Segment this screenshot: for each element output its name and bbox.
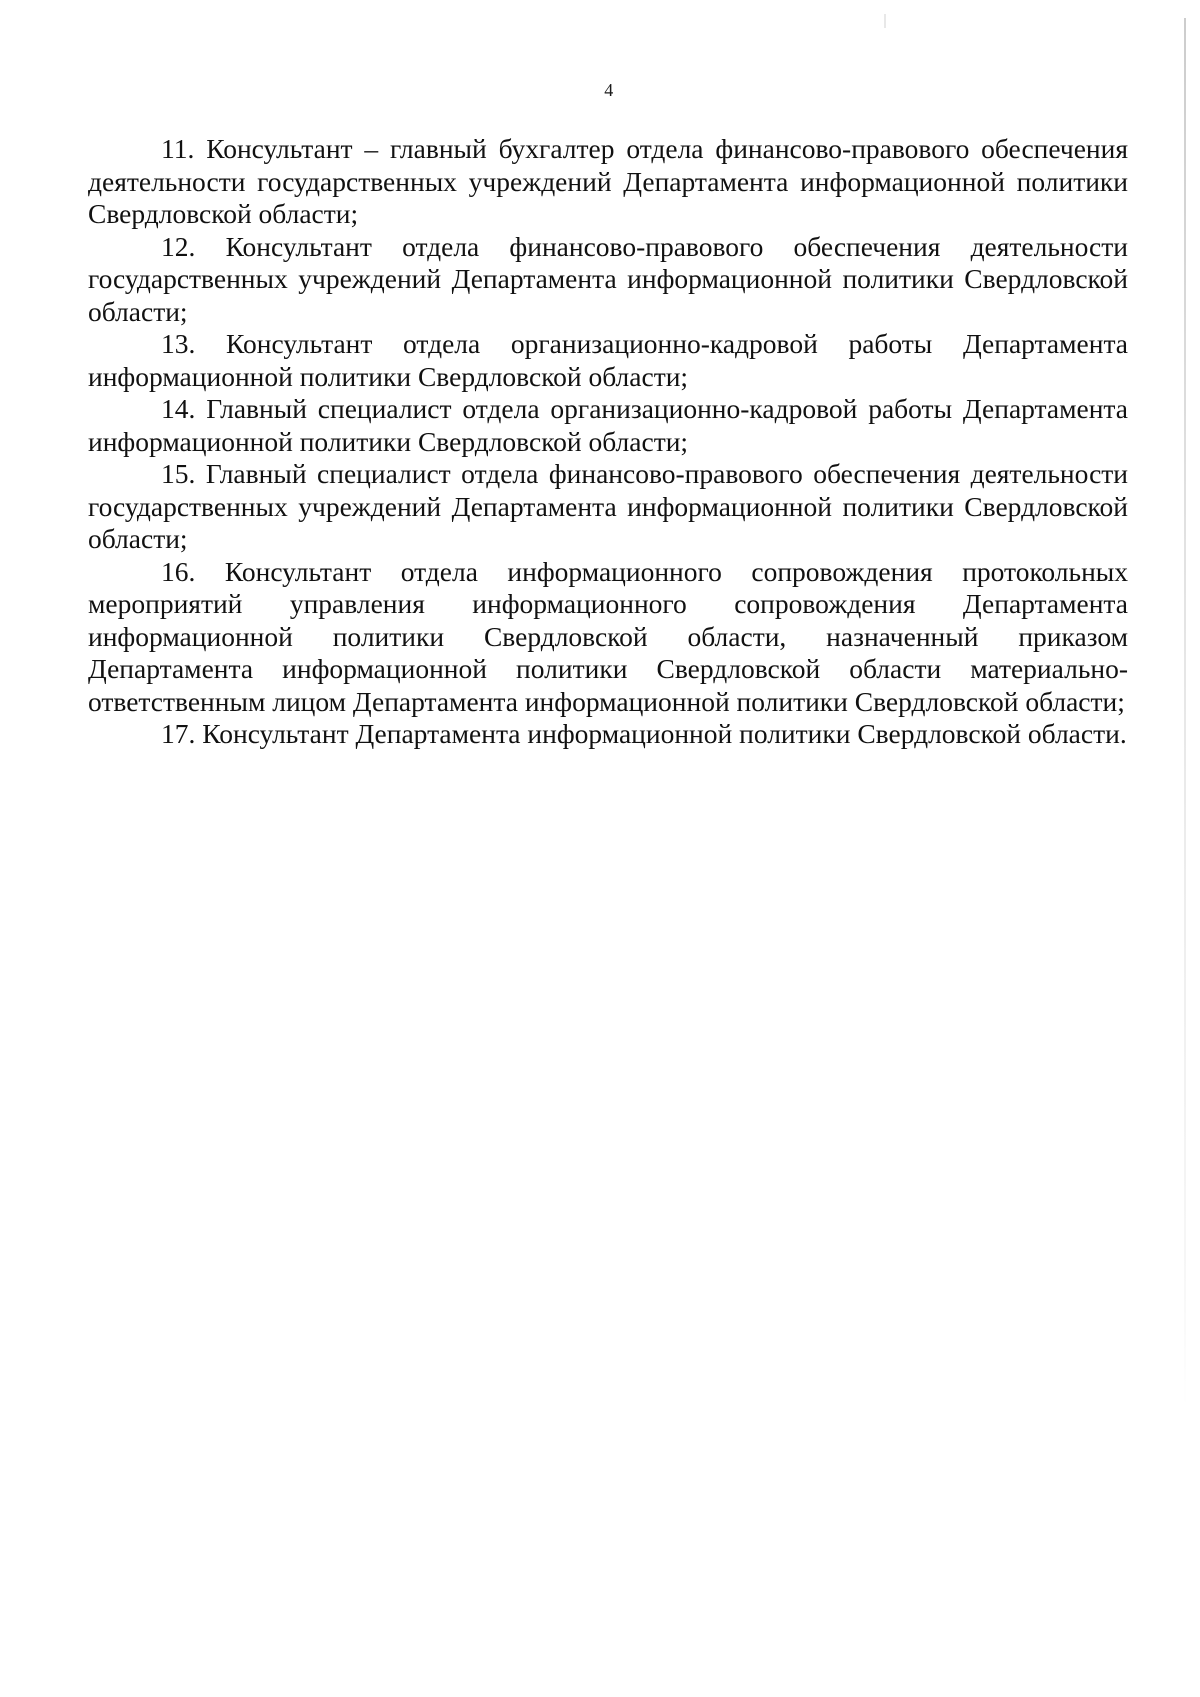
item-number: 15. [161,458,196,489]
scan-edge-shadow [1184,18,1186,1408]
list-item [88,718,1128,751]
item-number: 11. [161,133,195,164]
position-list [88,133,1128,751]
list-item [88,458,1128,556]
list-item [88,556,1128,719]
item-text: Главный специалист отдела организационно-кадровой работы Департамента информационной политики Свердловской области; [88,393,1128,457]
scan-artifact [884,14,886,28]
item-text: Консультант отдела организационно-кадровой работы Департамента информационной политики Свердловской области; [88,328,1129,392]
item-number: 16. [161,555,196,587]
item-text: Консультант – главный бухгалтер отдела финансово-правового обеспечения деятельности государственных учреждений Департамента информационной политики Свердловской области; [88,133,1129,229]
item-number: 14. [161,393,196,424]
page-number: 4 [604,80,614,100]
item-number: 12. [161,230,196,262]
item-text: Консультант отдела финансово-правового обеспечения деятельности государственных учреждений Департамента информационной политики Свердловской области; [88,230,1128,327]
list-item [88,133,1128,231]
list-item [88,393,1128,458]
item-number: 17. [161,718,196,749]
list-item [88,231,1128,329]
item-number: 13. [161,328,196,359]
item-text: Консультант Департамента информационной политики Свердловской области. [202,718,1127,749]
item-text: Главный специалист отдела финансово-правового обеспечения деятельности государственных учреждений Департамента информационной политики Свердловской области; [88,458,1129,554]
list-item [88,328,1128,393]
item-text: Консультант отдела информационного сопровождения протокольных мероприятий управления информационного сопровождения Департамента информационной политики Свердловской области, назначенный приказом Департамента информационной политики Свердловской области материально-ответственным лицом Департамента информационной политики Свердловской области; [88,555,1129,717]
